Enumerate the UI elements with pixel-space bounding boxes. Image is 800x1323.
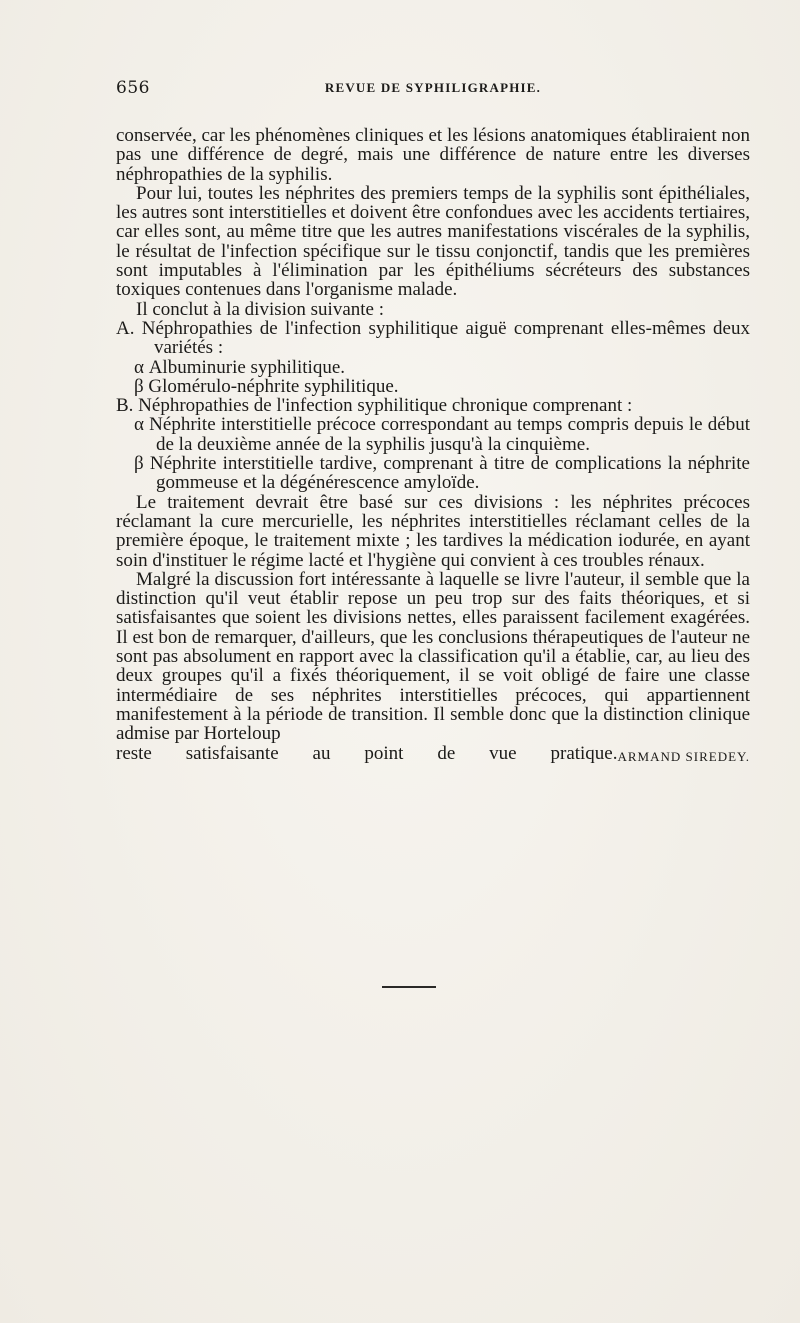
paragraph-continuation: conservée, car les phénomènes cliniques et les lésions anatomiques établiraient non pas une différence de degré, mais une différence de nature entre les diverses néphropathies de la syphilis. xyxy=(116,125,750,185)
classification-b: B. Néphropathies de l'infection syphilitique chronique comprenant : xyxy=(116,395,633,417)
author-signature: ARMAND SIREDEY. xyxy=(617,748,750,764)
section-divider xyxy=(382,986,436,988)
page-number: 656 xyxy=(116,78,150,98)
classification-a-beta: β Glomérulo-néphrite syphilitique. xyxy=(134,375,399,397)
paragraph-treatment: Le traitement devrait être basé sur ces divisions : les néphrites précoces réclamant la cure mercurielle, les néphrites interstitielles réclamant celles de la première époque, le traitement mixte ; les tardives la médication iodurée, en ayant soin d'instituer le régime lacté et l'hygiène qui convient à ces troubles rénaux. xyxy=(116,491,750,571)
closing-line xyxy=(116,744,750,763)
running-title: REVUE DE SYPHILIGRAPHIE. xyxy=(324,80,542,95)
classification-b-alpha: α Néphrite interstitielle précoce correspondant au temps compris depuis le début de la deuxième année de la syphilis jusqu'à la cinquième. xyxy=(134,414,750,455)
closing-text: reste satisfaisante au point de vue pratique. xyxy=(116,742,618,764)
classification-a: A. Néphropathies de l'infection syphilitique aiguë comprenant elles-mêmes deux variétés : xyxy=(116,317,750,359)
paragraph-critique: Malgré la discussion fort intéressante à laquelle se livre l'auteur, il semble que la distinction qu'il veut établir repose un peu trop sur des faits théoriques, et si satisfaisantes que soient les divisions nettes, elles paraissent facilement exagérées. Il est bon de remarquer, d'ailleurs, que les conclusions thérapeutiques de l'auteur ne sont pas absolument en rapport avec la classification qu'il a établie, car, au lieu des deux groupes qu'il a fixés théoriquement, il se voit obligé de faire une classe intermédiaire de ses néphrites interstitielles précoces, qui appartiennent manifestement à la période de transition. Il semble donc que la distinction clinique admise par Horteloup xyxy=(116,568,750,745)
classification-a-alpha: α Albuminurie syphilitique. xyxy=(134,356,346,378)
page-header xyxy=(116,78,750,104)
article-body xyxy=(116,126,750,766)
paragraph-conclusion-intro: Il conclut à la division suivante : xyxy=(136,298,385,320)
classification-b-beta: β Néphrite interstitielle tardive, comprenant à titre de complications la néphrite gommeuse et la dégénérescence amyloïde. xyxy=(134,453,750,494)
paragraph-theory: Pour lui, toutes les néphrites des premiers temps de la syphilis sont épithéliales, les autres sont interstitielles et doivent être confondues avec les accidents tertiaires, car elles sont, au même titre que les autres manifestations viscérales de la syphilis, le résultat de l'infection spécifique sur le tissu conjonctif, tandis que les premières sont imputables à l'élimination par les épithéliums sécréteurs des substances toxiques contenues dans l'organisme malade. xyxy=(116,182,750,301)
